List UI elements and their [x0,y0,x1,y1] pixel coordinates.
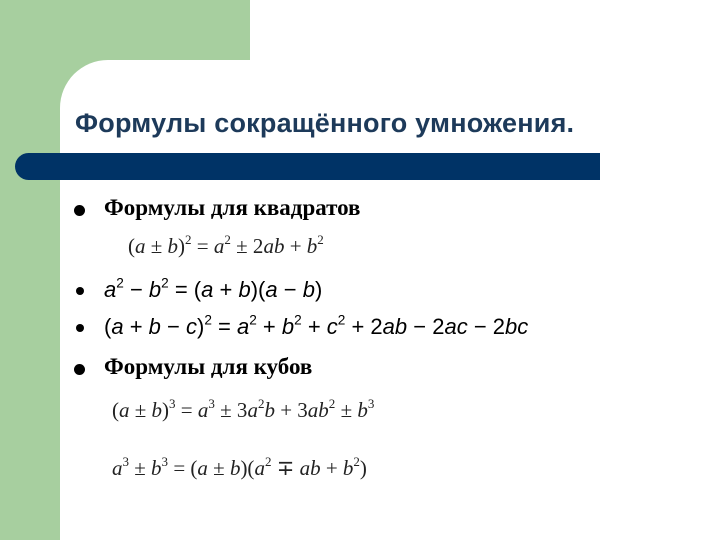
bullet-icon [74,205,85,216]
heading-cubes: Формулы для кубов [104,354,313,379]
formula-sum-of-cubes: $a^3 \pm b^3 = (a \pm b)(a^2$ ∓ ab + $b^2$) [112,453,367,480]
slide-title: Формулы сокращённого умножения. [75,108,575,138]
formula-square-of-sum: $(a \pm b)^2 = a^2 \pm 2ab + b^2$ [128,231,324,258]
square-of-trinomial-line: $(a + b - c)^2 = a^2 + b^2 + c^2 + 2ab - 2ac - 2bc$ [104,312,529,339]
bullet-icon [76,324,84,332]
heading-squares: Формулы для квадратов [104,195,361,220]
top-white-strip [250,0,720,60]
bullet-icon [76,287,84,295]
bullet-icon [74,364,85,375]
title-divider-bar [15,153,600,180]
difference-of-squares-line: $a^2 - b^2 = (a + b)(a - b)$ [104,275,323,302]
formula-cube-of-sum: $(a \pm b)^3 = a^3 \pm 3a^2b + 3ab^2 \pm b^3$ [112,395,375,422]
